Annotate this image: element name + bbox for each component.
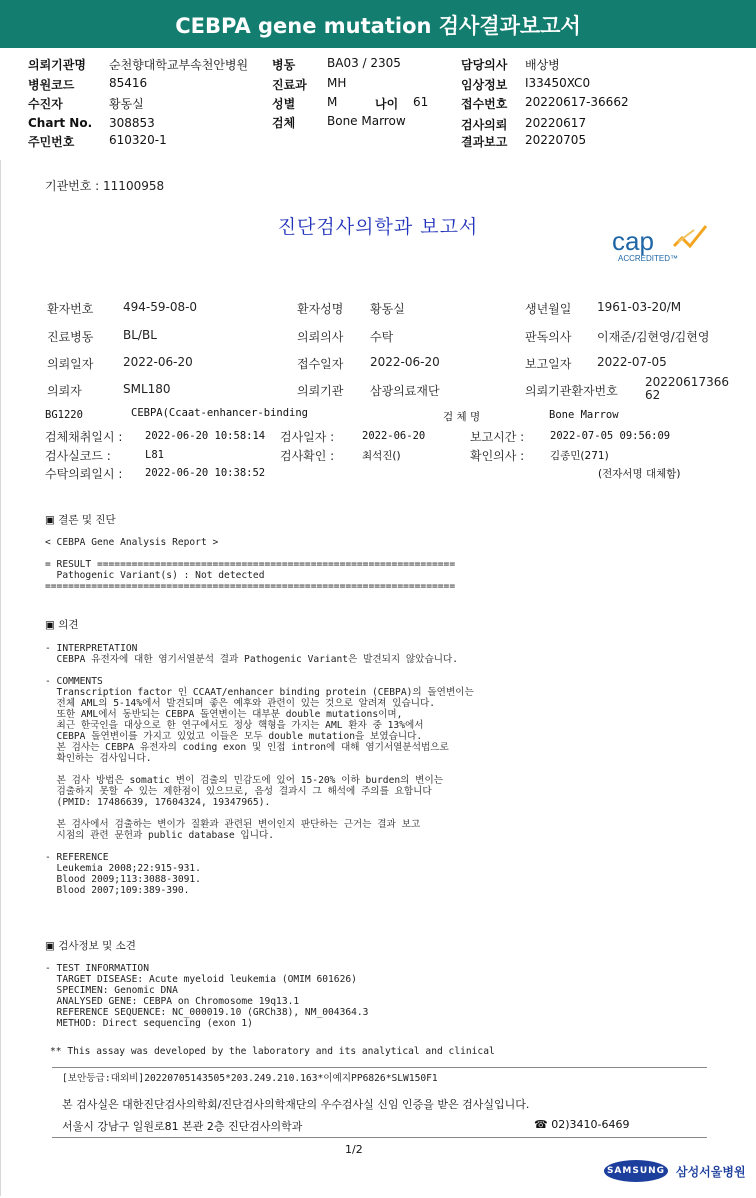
header-value-3-c: 20220617	[525, 116, 587, 130]
result-section-heading: ▣ 결론 및 진단	[45, 514, 116, 526]
grid-value-r1-c1: 수탁	[370, 330, 394, 344]
header-value-2-a: 황동실	[109, 97, 144, 111]
specimen-value: Bone Marrow	[549, 409, 619, 421]
grid-label-r0-c1: 환자성명	[297, 302, 344, 316]
cert-text: 본 검사실은 대한진단검사의학회/진단검사의학재단의 우수검사실 신임 인증을 받은 검사실입니다.	[62, 1098, 530, 1111]
header-label-4-a: 주민번호	[28, 135, 75, 149]
recv-label: 수탁의뢰일시 :	[45, 467, 123, 481]
grid-value-r3-c1: 삼광의료재단	[370, 384, 440, 398]
header-value-1-c: I33450XC0	[525, 76, 591, 90]
collect-label: 검체채취일시 :	[45, 430, 123, 444]
header-label-0-c: 담당의사	[461, 58, 508, 72]
report-time-value: 2022-07-05 09:56:09	[550, 430, 671, 442]
collect-value: 2022-06-20 10:58:14	[145, 430, 266, 442]
test-info-section-body: - TEST INFORMATION TARGET DISEASE: Acute myeloid leukemia (OMIM 601626) SPECIMEN: Genomic DNA ANALYSED GENE: CEBPA on Chromosome 19q13.1 REFERENCE SEQUENCE: NC_000019.10 (GRCh38), NM_004364.3 METHOD: Direct sequencing (exon 1)	[45, 963, 369, 1029]
header-label-0-b: 병동	[272, 58, 296, 72]
header-age-label: 나이	[375, 97, 399, 111]
opinion-section-body: - INTERPRETATION CEBPA 유전자에 대한 염기서열분석 결과 Pathogenic Variant은 발견되지 않았습니다. - COMMENTS Transcription factor 인 CCAAT/enhancer binding protein (CEBPA)의 돌연변이는 전체 AML의 5-14%에서 발견되며 좋은 예후와 관련이 있는 것으로 알려져 있습니다. 또한 AML에서 동반되는 CEBPA 돌연변이는 대부분 double mutations이며, 최근 한국인을 대상으로 한 연구에서도 정상 핵형을 가지는 AML 환자 중 13%에서 CEBPA 돌연변이를 가지고 있었고 이들은 모두 double mutation을 보였습니다. 본 검사는 CEBPA 유전자의 coding exon 및 인접 intron에 대해 염기서열분석법으로 확인하는 검사입니다. 본 검사 방법은 somatic 변이 검출의 민감도에 있어 15-20% 이하 burden의 변이는 검출하지 못할 수 있는 제한점이 있으므로, 음성 결과시 그 해석에 주의를 요합니다 (PMID: 17486639, 17604324, 19347965). 본 검사에서 검출하는 변이가 질환과 관련된 변이인지 판단하는 근거는 결과 보고 시점의 관련 문헌과 public database 입니다. - REFERENCE Leukemia 2008;22:915-931. Blood 2009;113:3088-3091. Blood 2007;109:389-390.	[45, 643, 474, 896]
header-value-3-a: 308853	[109, 116, 155, 130]
header-value-3-b: Bone Marrow	[327, 114, 406, 128]
header-label-3-b: 검체	[272, 116, 296, 130]
test-code: BG1220	[45, 409, 83, 421]
institution-number: 기관번호 : 11100958	[45, 179, 165, 193]
header-label-1-a: 병원코드	[28, 78, 75, 92]
header-label-2-b: 성별	[272, 97, 296, 111]
header-label-3-c: 검사의뢰	[461, 118, 508, 132]
confirm-value: 최석진()	[362, 450, 401, 462]
samsung-logo-text: SAMSUNG	[606, 1166, 666, 1176]
opinion-section-heading: ▣ 의견	[45, 619, 79, 631]
header-label-0-a: 의뢰기관명	[28, 58, 86, 72]
report-time-label: 보고시간 :	[470, 430, 525, 444]
grid-value-r1-c0: BL/BL	[123, 328, 157, 342]
header-label-2-c: 접수번호	[461, 97, 508, 111]
grid-label-r0-c0: 환자번호	[47, 302, 94, 316]
grid-label-r2-c1: 접수일자	[297, 357, 344, 371]
report-banner: CEBPA gene mutation 검사결과보고서	[0, 0, 756, 48]
header-value-4-c: 20220705	[525, 133, 587, 147]
grid-value-r0-c2: 1961-03-20/M	[597, 300, 682, 314]
doctor-label: 확인의사 :	[470, 449, 525, 463]
grid-value-r0-c0: 494-59-08-0	[123, 300, 198, 314]
report-title: 진단검사의학과 보고서	[277, 216, 479, 238]
doctor-value: 김종민(271)	[550, 450, 609, 462]
header-age-value: 61	[413, 95, 429, 109]
grid-label-r1-c1: 의뢰의사	[297, 330, 344, 344]
footer-divider-top	[52, 1067, 707, 1068]
header-label-3-a: Chart No.	[28, 116, 93, 130]
header-value-1-a: 85416	[109, 76, 148, 90]
grid-label-r1-c0: 진료병동	[47, 330, 94, 344]
grid-value-r2-c0: 2022-06-20	[123, 355, 193, 369]
room-label: 검사실코드 :	[45, 449, 111, 463]
test-date-label: 검사일자 :	[280, 430, 335, 444]
page-number: 1/2	[345, 1143, 363, 1156]
grid-label-r2-c2: 보고일자	[525, 357, 572, 371]
samsung-logo	[604, 1160, 668, 1182]
grid-value-r0-c1: 황동실	[370, 302, 405, 316]
grid-value-r1-c2: 이재준/김현영/김현영	[597, 330, 710, 344]
grid-label-r2-c0: 의뢰일자	[47, 357, 94, 371]
room-value: L81	[145, 449, 164, 461]
cap-accredited-logo	[612, 222, 712, 267]
header-label-1-b: 진료과	[272, 78, 307, 92]
phone-text: ☎ 02)3410-6469	[534, 1118, 630, 1131]
grid-value-r3-c2: 2022061736662	[645, 375, 729, 402]
header-value-2-b: M	[327, 95, 338, 109]
result-section-body: < CEBPA Gene Analysis Report > = RESULT ============================================================== Pathogenic Variant(s) : Not detected =======================================================================	[45, 537, 456, 592]
test-date-value: 2022-06-20	[362, 430, 426, 442]
grid-label-r0-c2: 생년월일	[525, 302, 572, 316]
recv-value: 2022-06-20 10:38:52	[145, 467, 266, 479]
assay-note: ** This assay was developed by the laboratory and its analytical and clinical	[50, 1046, 495, 1057]
address-text: 서울시 강남구 일원로81 본관 2층 진단검사의학과	[62, 1120, 303, 1133]
header-label-4-c: 결과보고	[461, 135, 508, 149]
header-value-0-a: 순천향대학교부속천안병원	[109, 58, 249, 72]
header-value-0-c: 배상병	[525, 58, 560, 72]
hospital-name: 삼성서울병원	[676, 1165, 746, 1179]
confirm-label: 검사확인 :	[280, 449, 335, 463]
grid-value-r2-c1: 2022-06-20	[370, 355, 440, 369]
header-value-0-b: BA03 / 2305	[327, 56, 401, 70]
test-name: CEBPA(Ccaat-enhancer-binding	[131, 407, 309, 419]
grid-value-r3-c0: SML180	[123, 382, 171, 396]
grid-label-r1-c2: 판독의사	[525, 330, 572, 344]
cap-logo-text: cap	[612, 226, 654, 256]
grid-label-r3-c2: 의뢰기관환자번호	[525, 384, 618, 398]
header-value-1-b: MH	[327, 76, 347, 90]
specimen-label: 검 체 명	[443, 411, 481, 423]
grid-label-r3-c1: 의뢰기관	[297, 384, 344, 398]
esign-note: (전자서명 대체함)	[598, 468, 681, 480]
footer-divider-bottom	[52, 1137, 707, 1138]
header-value-4-a: 610320-1	[109, 133, 167, 147]
header-label-2-a: 수진자	[28, 97, 63, 111]
header-value-2-c: 20220617-36662	[525, 95, 629, 109]
test-info-section-heading: ▣ 검사정보 및 소견	[45, 940, 136, 952]
security-line: [보안등급:대외비]20220705143505*203.249.210.163*이예지PP6826*SLW150F1	[62, 1073, 438, 1084]
header-label-1-c: 임상정보	[461, 78, 508, 92]
grid-label-r3-c0: 의뢰자	[47, 384, 82, 398]
grid-value-r2-c2: 2022-07-05	[597, 355, 667, 369]
cap-logo-sub: ACCREDITED™	[618, 254, 679, 263]
